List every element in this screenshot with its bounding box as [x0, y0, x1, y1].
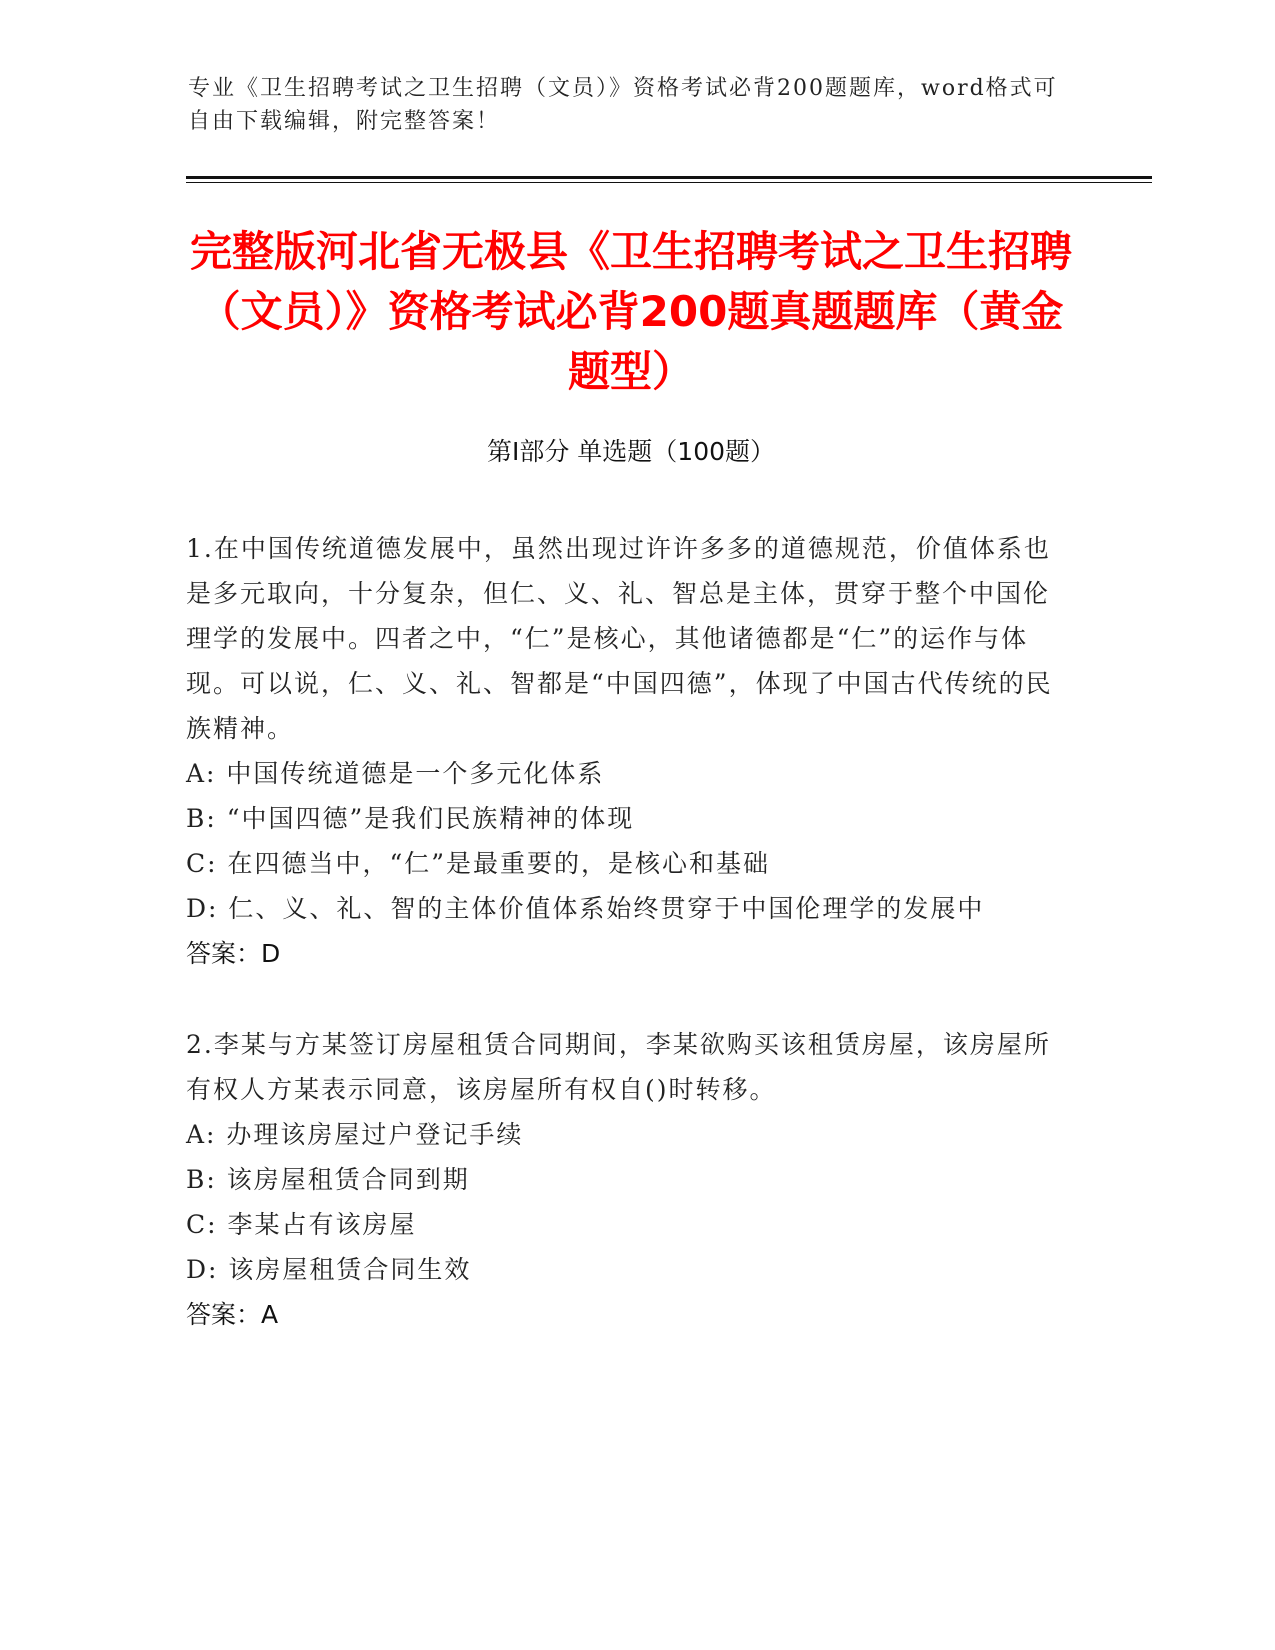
option-c: C: 李某占有该房屋 — [186, 1210, 417, 1239]
document-title: 完整版河北省无极县《卫生招聘考试之卫生招聘（文员）》资格考试必背200题真题题库（黄金题型） — [189, 227, 1072, 396]
header-note: 专业《卫生招聘考试之卫生招聘（文员）》资格考试必背200题题库，word格式可自由下载编辑，附完整答案！ — [188, 76, 1058, 134]
question-stem: 2.李某与方某签订房屋租赁合同期间，李某欲购买该租赁房屋，该房屋所有权人方某表示同意，该房屋所有权自()时转移。 — [186, 1030, 1051, 1104]
answer-label: 答案：A — [186, 1300, 279, 1329]
answer-label: 答案：D — [186, 939, 281, 968]
question-1 — [186, 526, 1066, 976]
header-divider-thick — [186, 176, 1152, 179]
question-2 — [186, 1022, 1066, 1337]
option-b: B: 该房屋租赁合同到期 — [186, 1165, 470, 1194]
section-heading: 第Ⅰ部分 单选题（100题） — [486, 437, 776, 466]
header-divider-thin — [186, 182, 1152, 183]
option-a: A: 中国传统道德是一个多元化体系 — [186, 759, 605, 788]
option-a: A: 办理该房屋过户登记手续 — [186, 1120, 524, 1149]
option-d: D: 仁、义、礼、智的主体价值体系始终贯穿于中国伦理学的发展中 — [186, 894, 985, 923]
option-b: B: “中国四德”是我们民族精神的体现 — [186, 804, 635, 833]
option-c: C: 在四德当中，“仁”是最重要的，是核心和基础 — [186, 849, 771, 878]
option-d: D: 该房屋租赁合同生效 — [186, 1255, 472, 1284]
question-stem: 1.在中国传统道德发展中，虽然出现过许许多多的道德规范，价值体系也是多元取向，十分复杂，但仁、义、礼、智总是主体，贯穿于整个中国伦理学的发展中。四者之中，“仁”是核心，其他诸德都是“仁”的运作与体现。可以说，仁、义、礼、智都是“中国四德”，体现了中国古代传统的民族精神。 — [186, 534, 1053, 743]
